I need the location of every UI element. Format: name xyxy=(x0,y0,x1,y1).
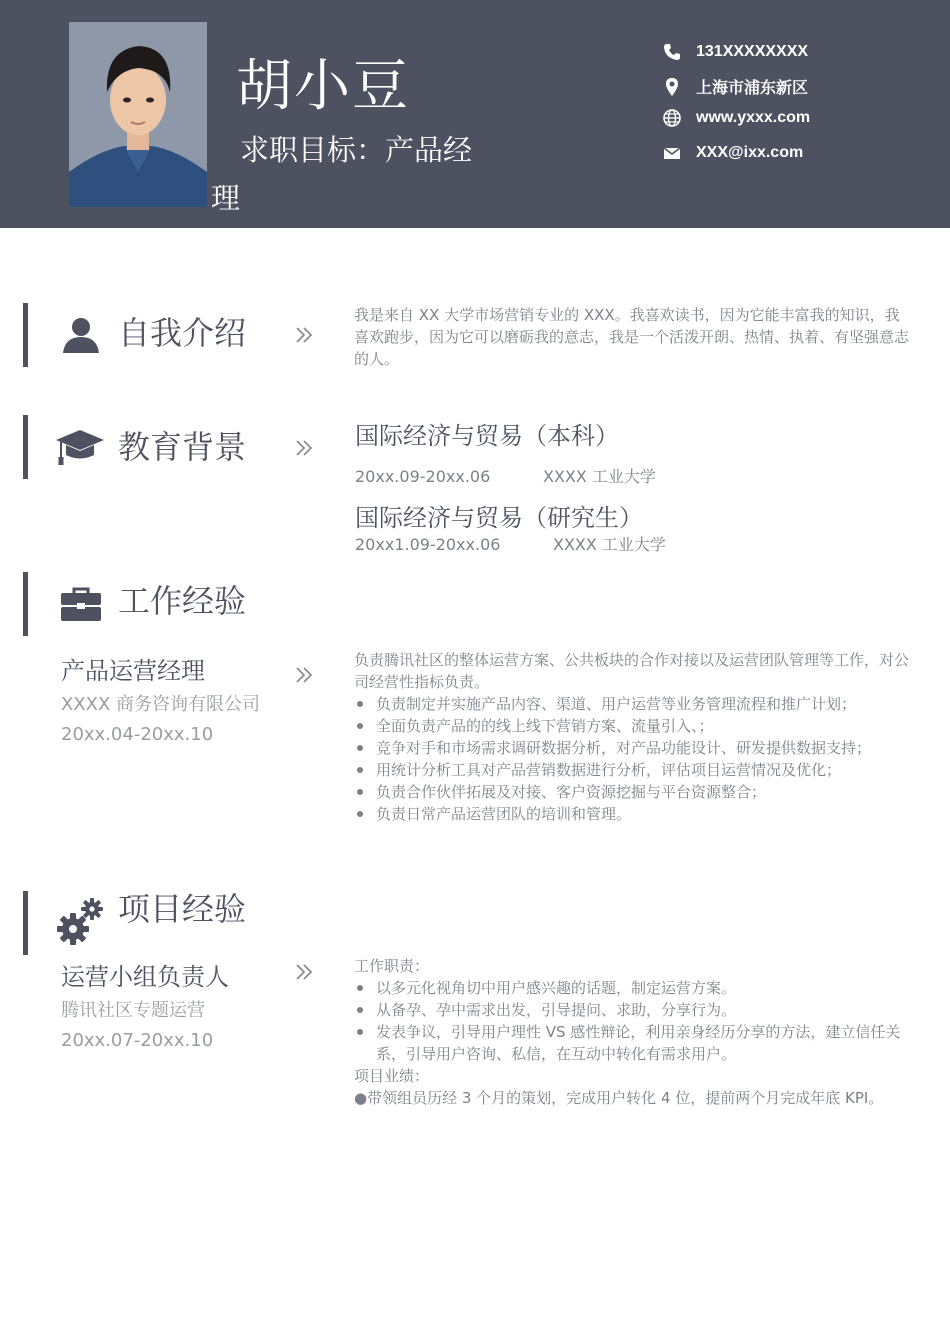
project-result-label: 项目业绩： xyxy=(354,1067,430,1085)
contact-phone xyxy=(662,42,808,62)
profile-photo xyxy=(69,22,207,207)
work-bullet: 全面负责产品的的线上线下营销方案、流量引入、； xyxy=(354,715,910,737)
project-period: 20xx.07-20xx.10 xyxy=(61,1030,214,1051)
project-org: 腾讯社区专题运营 xyxy=(61,1000,205,1021)
double-chevron-right-icon xyxy=(294,325,314,345)
briefcase-icon xyxy=(60,586,102,622)
education-date: 20xx1.09-20xx.06 xyxy=(355,535,501,554)
education-major: 国际经济与贸易（研究生） xyxy=(355,504,643,532)
work-intro: 负责腾讯社区的整体运营方案、公共板块的合作对接以及运营团队管理等工作，对公司经营性指标负责。 xyxy=(354,651,910,691)
double-chevron-right-icon xyxy=(294,438,314,458)
job-goal-wrap: 理 xyxy=(211,181,241,215)
candidate-name: 胡小豆 xyxy=(236,54,410,119)
about-section-bar xyxy=(23,303,28,367)
phone-icon xyxy=(662,42,682,62)
work-bullet: 竞争对手和市场需求调研数据分析，对产品功能设计、研发提供数据支持； xyxy=(354,737,910,759)
education-school: XXXX 工业大学 xyxy=(553,535,666,554)
work-section-title: 工作经验 xyxy=(118,582,247,620)
about-text: 我是来自 XX 大学市场营销专业的 XXX。我喜欢读书，因为它能丰富我的知识，我喜欢跑步，因为它可以磨砺我的意志，我是一个活泼开朗、热情、执着、有坚强意志的人。 xyxy=(354,306,910,368)
contact-email xyxy=(662,143,803,163)
project-bullet: 发表争议，引导用户理性 VS 感性辩论，利用亲身经历分享的方法，建立信任关系，引导用户咨询、私信，在互动中转化有需求用户。 xyxy=(354,1021,904,1065)
project-duty-label: 工作职责： xyxy=(354,957,430,975)
email-text[interactable]: XXX@ixx.com xyxy=(696,144,804,161)
education-section-title: 教育背景 xyxy=(118,428,247,466)
graduation-cap-icon xyxy=(55,428,105,466)
work-section-bar xyxy=(23,572,28,636)
project-bullet-list xyxy=(354,977,904,1065)
phone-number: 131XXXXXXXX xyxy=(696,43,809,60)
project-section-bar xyxy=(23,891,28,955)
project-section-title: 项目经验 xyxy=(118,890,247,928)
contact-address xyxy=(662,75,808,98)
portrait-illustration xyxy=(69,22,207,207)
project-bullet: 以多元化视角切中用户感兴趣的话题，制定运营方案。 xyxy=(354,977,904,999)
user-icon xyxy=(61,315,101,355)
education-section-bar xyxy=(23,415,28,479)
globe-icon xyxy=(662,108,682,128)
education-school: XXXX 工业大学 xyxy=(543,467,656,486)
work-period: 20xx.04-20xx.10 xyxy=(61,724,214,745)
work-company: XXXX 商务咨询有限公司 xyxy=(61,694,261,715)
education-major: 国际经济与贸易（本科） xyxy=(355,422,619,450)
work-bullet: 负责日常产品运营团队的培训和管理。 xyxy=(354,803,910,825)
double-chevron-right-icon xyxy=(294,962,314,982)
gears-icon xyxy=(56,896,104,948)
address-text: 上海市浦东新区 xyxy=(696,80,809,97)
project-description xyxy=(354,955,904,1109)
envelope-icon xyxy=(662,143,682,163)
website-text[interactable]: www.yxxx.com xyxy=(696,109,811,126)
project-bullet: 从备孕、孕中需求出发，引导提问、求助，分享行为。 xyxy=(354,999,904,1021)
about-section-title: 自我介绍 xyxy=(118,314,247,352)
work-bullet-list xyxy=(354,693,910,825)
double-chevron-right-icon xyxy=(294,665,314,685)
work-bullet: 用统计分析工具对产品营销数据进行分析，评估项目运营情况及优化； xyxy=(354,759,910,781)
project-role: 运营小组负责人 xyxy=(61,963,229,991)
project-result-text: ●带领组员历经 3 个月的策划，完成用户转化 4 位，提前两个月完成年底 KPI。 xyxy=(354,1089,884,1107)
work-description xyxy=(354,649,910,825)
location-pin-icon xyxy=(662,77,682,97)
work-bullet: 负责制定并实施产品内容、渠道、用户运营等业务管理流程和推广计划； xyxy=(354,693,910,715)
header-banner xyxy=(0,0,950,228)
job-goal: 求职目标：产品经 xyxy=(240,133,473,167)
contact-website xyxy=(662,108,810,128)
work-role: 产品运营经理 xyxy=(61,657,205,685)
work-bullet: 负责合作伙伴拓展及对接、客户资源挖掘与平台资源整合； xyxy=(354,781,910,803)
education-date: 20xx.09-20xx.06 xyxy=(355,467,491,486)
